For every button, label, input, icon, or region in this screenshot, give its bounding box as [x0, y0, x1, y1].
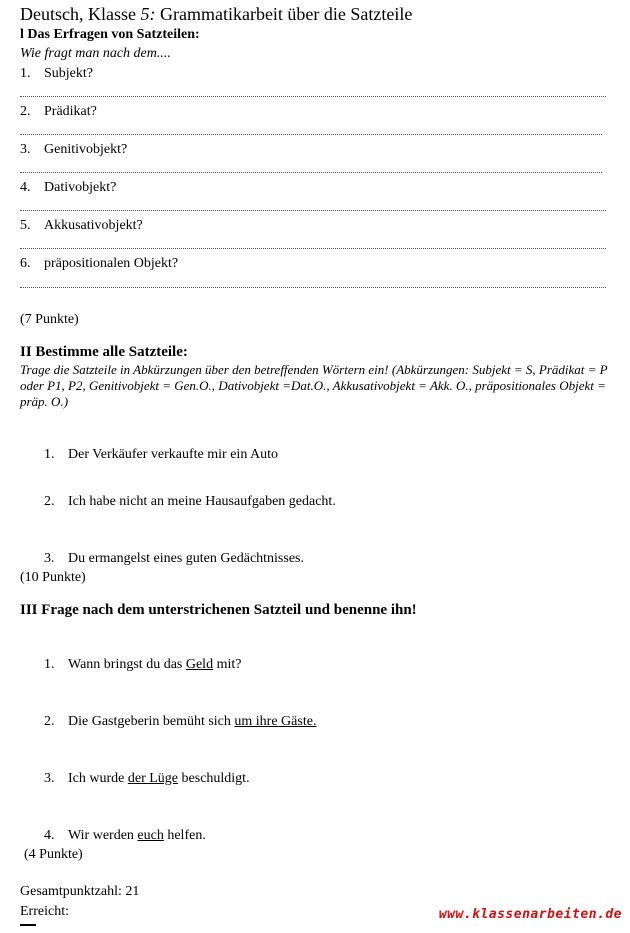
question-item: [20, 218, 143, 234]
score-underline: [20, 924, 36, 926]
sentence-text: Der Verkäufer verkaufte mir ein Auto: [68, 447, 279, 462]
title-grade: 5:: [140, 4, 156, 24]
section-2-points: (10 Punkte): [20, 570, 86, 585]
sentence-item: [44, 447, 278, 463]
answer-line[interactable]: [20, 172, 602, 173]
worksheet-title: [20, 4, 412, 25]
title-prefix: Deutsch, Klasse: [20, 4, 141, 24]
sentence-text-before: Ich wurde: [68, 771, 128, 786]
section-2-instruction: Trage die Satzteile in Abkürzungen über den betreffenden Wörtern ein! (Abkürzungen: Subjekt = S, Prädikat = P oder P1, P2, Genitivobjekt = Gen.O., Dativobjekt =Dat.O., Akkusativobjekt = Akk. O., präpositionales Objekt = präp. O.): [20, 362, 608, 409]
sentence-number: 1.: [44, 657, 55, 672]
question-item: [20, 66, 93, 82]
sentence-number: 3.: [44, 551, 55, 566]
question-text: Genitivobjekt?: [44, 142, 128, 157]
answer-line[interactable]: [20, 248, 606, 249]
answer-line[interactable]: [20, 287, 606, 288]
question-text: Prädikat?: [44, 104, 97, 119]
underlined-phrase: euch: [137, 828, 164, 843]
question-item: [20, 256, 178, 272]
sentence-text-before: Die Gastgeberin bemüht sich: [68, 714, 235, 729]
section-2-heading: II Bestimme alle Satzteile:: [20, 344, 188, 360]
sentence-item: [44, 657, 241, 673]
underlined-phrase: der Lüge: [127, 771, 179, 786]
sentence-item: [44, 771, 250, 787]
sentence-item: [44, 494, 336, 510]
sentence-text-after: mit?: [213, 657, 242, 672]
sentence-text-before: Wann bringst du das: [68, 657, 186, 672]
question-item: [20, 104, 97, 120]
site-logo[interactable]: www.klassenarbeiten.de: [438, 907, 622, 922]
answer-line[interactable]: [20, 134, 602, 135]
section-1-intro: Wie fragt man nach dem....: [20, 46, 171, 61]
sentence-number: 3.: [44, 771, 55, 786]
question-number: 3.: [20, 142, 31, 157]
question-text: Akkusativobjekt?: [44, 218, 143, 233]
sentence-text-after: beschuldigt.: [178, 771, 250, 786]
sentence-number: 2.: [44, 494, 55, 509]
question-number: 2.: [20, 104, 31, 119]
question-item: [20, 142, 127, 158]
answer-line[interactable]: [20, 96, 606, 97]
sentence-item: [44, 828, 206, 844]
section-1-points: (7 Punkte): [20, 312, 79, 327]
question-item: [20, 180, 116, 196]
answer-line[interactable]: [20, 210, 606, 211]
sentence-text: Ich habe nicht an meine Hausaufgaben gedacht.: [68, 494, 336, 509]
sentence-number: 1.: [44, 447, 55, 462]
sentence-item: [44, 714, 316, 730]
title-suffix: Grammatikarbeit über die Satzteile: [155, 4, 413, 24]
question-number: 4.: [20, 180, 31, 195]
sentence-number: 4.: [44, 828, 55, 843]
question-text: Subjekt?: [44, 66, 93, 81]
question-text: Dativobjekt?: [44, 180, 117, 195]
question-text: präpositionalen Objekt?: [44, 256, 179, 271]
question-number: 5.: [20, 218, 31, 233]
section-3-points: (4 Punkte): [24, 847, 83, 862]
section-3-heading: III Frage nach dem unterstrichenen Satzteil und benenne ihn!: [20, 602, 417, 618]
sentence-text-after: helfen.: [163, 828, 206, 843]
underlined-phrase: Geld: [185, 657, 214, 672]
sentence-text-before: Wir werden: [68, 828, 138, 843]
sentence-text: Du ermangelst eines guten Gedächtnisses.: [68, 551, 304, 566]
underlined-phrase: um ihre Gäste.: [234, 714, 317, 729]
sentence-item: [44, 551, 304, 567]
reached-label: Erreicht:: [20, 904, 69, 919]
section-1-heading: l Das Erfragen von Satzteilen:: [20, 27, 200, 42]
total-points: Gesamtpunktzahl: 21: [20, 884, 140, 899]
sentence-number: 2.: [44, 714, 55, 729]
question-number: 1.: [20, 66, 31, 81]
question-number: 6.: [20, 256, 31, 271]
